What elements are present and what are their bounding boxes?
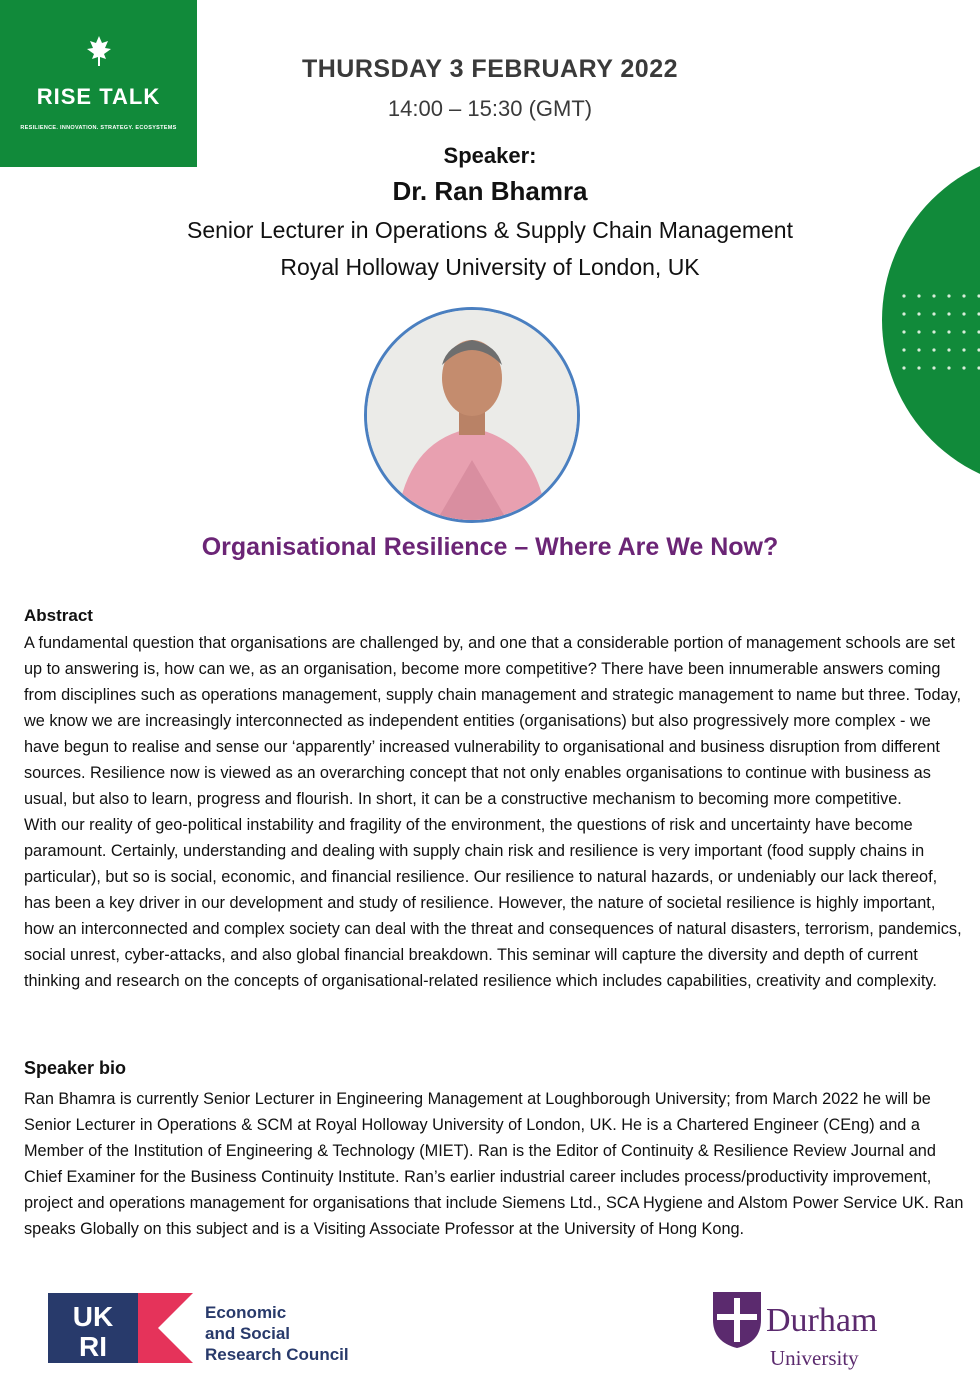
decorative-dot [932,330,935,333]
decorative-dot [902,312,905,315]
bio-heading: Speaker bio [24,1058,127,1078]
speaker-photo [364,307,580,523]
decorative-dot [932,312,935,315]
durham-subtitle: University [770,1346,859,1370]
decorative-dot [947,330,950,333]
logo-tagline: RESILIENCE. INNOVATION. STRATEGY. ECOSYSTEMS [20,125,177,131]
speaker-label: Speaker: [443,143,537,168]
decorative-dot [902,294,905,297]
decorative-dot [962,366,965,369]
decorative-dots [900,292,980,372]
decorative-dot [962,348,965,351]
speaker-role: Senior Lecturer in Operations & Supply Chain Management [186,217,793,243]
decorative-dot [962,312,965,315]
speaker-name: Dr. Ran Bhamra [392,176,588,206]
decorative-dot [947,312,950,315]
decorative-dot [932,294,935,297]
decorative-dot [917,294,920,297]
abstract-text: A fundamental question that organisations are challenged by, and one that a considerable portion of management schools are set up to answering is, how can we, as an organisation, become more competitive? There have been innumerable answers coming from disciplines such as operations management, supply chain management and strategic management to name but three. Today, we know we are increasingly interconnected as independent entities (organisations) but also progressively more complex - we have begun to realise and sense our ‘apparently’ increased vulnerability to organisational and business disruption from different sources. Resilience now is viewed as an overarching concept that not only enables organisations to continue with business as usual, but also to learn, progress and flourish. In short, it can be a constructive mechanism to becoming more competitive. With our reality of geo-political instability and fragility of the environment, the questions of risk and uncertainty have become paramount. Certainly, understanding and dealing with supply chain risk and resilience is very important (food supply chains in particular), but so is social, economic, and financial resilience. Our resilience to natural hazards, or undeniably our lack thereof, has been a key driver in our development and study of resilience. However, the nature of societal resilience is highly important, how an interconnected and complex society can deal with the threat and consequences of natural disasters, terrorism, pandemics, social unrest, cyber-attacks, and also global financial breakdown. This seminar will capture the diversity and depth of current thinking and research on the concepts of organisational-related resilience which includes capabilities, creativity and complexity. [24,634,962,990]
ukri-mark-bottom: RI [79,1331,107,1362]
decorative-dot [902,366,905,369]
decorative-dot [932,348,935,351]
decorative-dot [902,330,905,333]
decorative-dot [902,348,905,351]
durham-name: Durham [766,1302,878,1339]
abstract-heading: Abstract [24,606,93,625]
logo-title: RISE TALK [36,84,161,109]
esrc-line-3: Research Council [205,1345,349,1364]
decorative-dot [932,366,935,369]
durham-crest-icon [711,1290,763,1350]
decorative-dot [917,330,920,333]
decorative-dot [962,294,965,297]
event-time: 14:00 – 15:30 (GMT) [387,96,593,121]
speaker-institution: Royal Holloway University of London, UK [280,254,700,280]
esrc-line-1: Economic [205,1303,287,1322]
talk-title: Organisational Resilience – Where Are We Now? [201,533,779,561]
event-date: THURSDAY 3 FEBRUARY 2022 [301,55,678,83]
decorative-dot [947,294,950,297]
decorative-dot [917,366,920,369]
decorative-dot [917,348,920,351]
ukri-logo [48,1288,193,1368]
decorative-dot [947,348,950,351]
esrc-line-2: and Social [205,1324,291,1343]
esrc-name [205,1302,349,1365]
ukri-mark-top: UK [72,1301,114,1332]
decorative-dot [962,330,965,333]
bio-text: Ran Bhamra is currently Senior Lecturer in Engineering Management at Loughborough University; from March 2022 he will be Senior Lecturer in Operations & SCM at Royal Holloway University of London, UK. He is a Chartered Engineer (CEng) and a Member of the Institution of Engineering & Technology (MIET). Ran is the Editor of Continuity & Resilience Review Journal and Chief Examiner for the Business Continuity Institute. Ran’s earlier industrial career includes process/productivity improvement, project and operations management for organisations that include Siemens Ltd., SCA Hygiene and Alstom Power Service UK. Ran speaks Globally on this subject and is a Visiting Associate Professor at the University of Hong Kong. [24,1090,964,1238]
decorative-dot [917,312,920,315]
decorative-dot [947,366,950,369]
